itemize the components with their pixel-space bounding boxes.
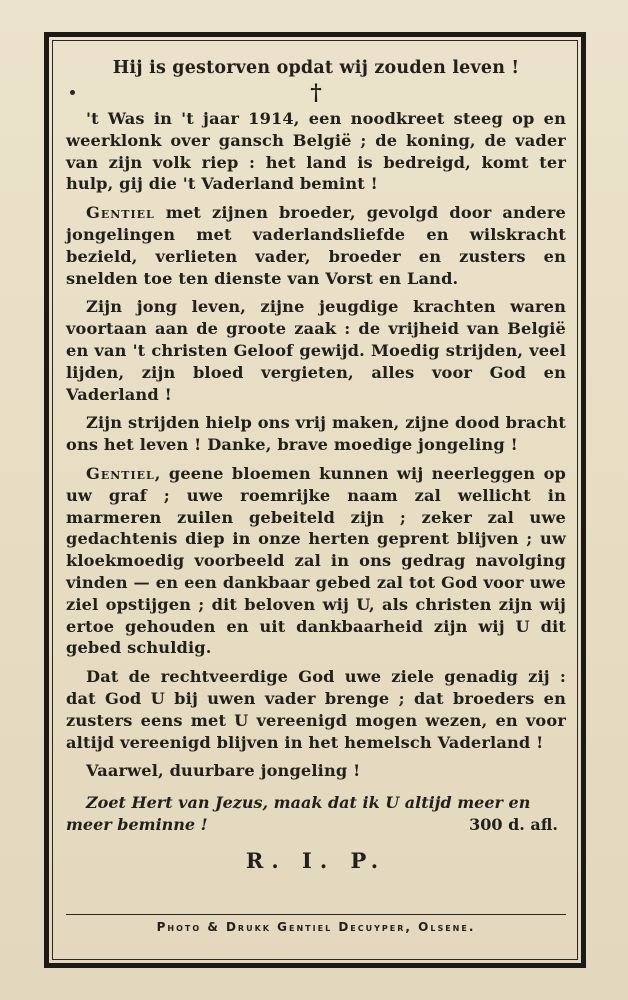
paragraph-4-text: Zijn strijden hielp ons vrij maken, zijne dood bracht ons het leven ! Danke, brave moedige jongeling !: [66, 413, 566, 455]
paragraph-3: [66, 296, 566, 405]
paragraph-5: [66, 463, 566, 659]
headline: Hij is gestorven opdat wij zouden leven !: [112, 58, 520, 78]
paragraph-6: [66, 666, 566, 753]
prayer: [66, 792, 566, 836]
cross-row: [66, 78, 566, 108]
footer-divider: [66, 914, 566, 915]
paragraph-3-text: Zijn jong leven, zijne jeugdige krachten waren voortaan aan de groote zaak : de vrijheid van België en van 't christen Geloof gewijd. Moedig strijden, veel lijden, zijn bloed vergieten, alles voor God en Vaderland !: [66, 297, 566, 404]
ornament-dot: [70, 90, 75, 95]
paragraph-5-text: , geene bloemen kunnen wij neerleggen op uw graf ; uwe roemrijke naam zal wellicht in marmeren zuilen gebeiteld zijn ; zeker zal uwe gedachtenis diep in onze herten geprent blijven ; uw kloekmoedig voorbeeld zal in ons gedrag navolging vinden — en een dankbaar gebed zal tot God voor uwe ziel opstijgen ; dit beloven wij U, als christen zijn wij ertoe gehouden en uit dankbaarheid zijn wij U dit gebed schuldig.: [66, 463, 566, 658]
paragraph-2-text: met zijnen broeder, gevolgd door andere jongelingen met vaderlandsliefde en wilskracht bezield, verlieten vader, broeder en zusters en snelden toe ten dienste van Vorst en Land.: [66, 203, 566, 288]
paragraph-6-text: Dat de rechtveerdige God uwe ziele genadig zij : dat God U bij uwen vader brenge ; dat broeders en zusters eens met U vereenigd mogen wezen, en voor altijd vereenigd blijven in het hemelsch Vaderland !: [66, 667, 566, 752]
name-gentiel: Gentiel: [86, 463, 155, 483]
paragraph-4: [66, 412, 566, 456]
indulgence-note: 300 d. afl.: [469, 815, 558, 835]
cross-icon: †: [310, 80, 322, 106]
prayer-text: Zoet Hert van Jezus, maak dat ik U altijd meer en meer beminne !: [66, 793, 531, 835]
paragraph-7-text: Vaarwel, duurbare jongeling !: [86, 761, 361, 781]
paragraph-1-text: 't Was in 't jaar 1914, een noodkreet steeg op en weerklonk over gansch België ; de koning, de vader van zijn volk riep : het land is bedreigd, komt ter hulp, gij die 't Vaderland bemint !: [66, 109, 566, 194]
paragraph-7: [66, 760, 566, 782]
card-content: [66, 52, 566, 873]
rip: R. I. P.: [245, 848, 387, 874]
printer-footer: Photo & Drukk Gentiel Decuyper, Olsene.: [156, 920, 476, 934]
paragraph-2: [66, 202, 566, 289]
name-gentiel: Gentiel: [86, 203, 155, 223]
paragraph-1: [66, 108, 566, 195]
